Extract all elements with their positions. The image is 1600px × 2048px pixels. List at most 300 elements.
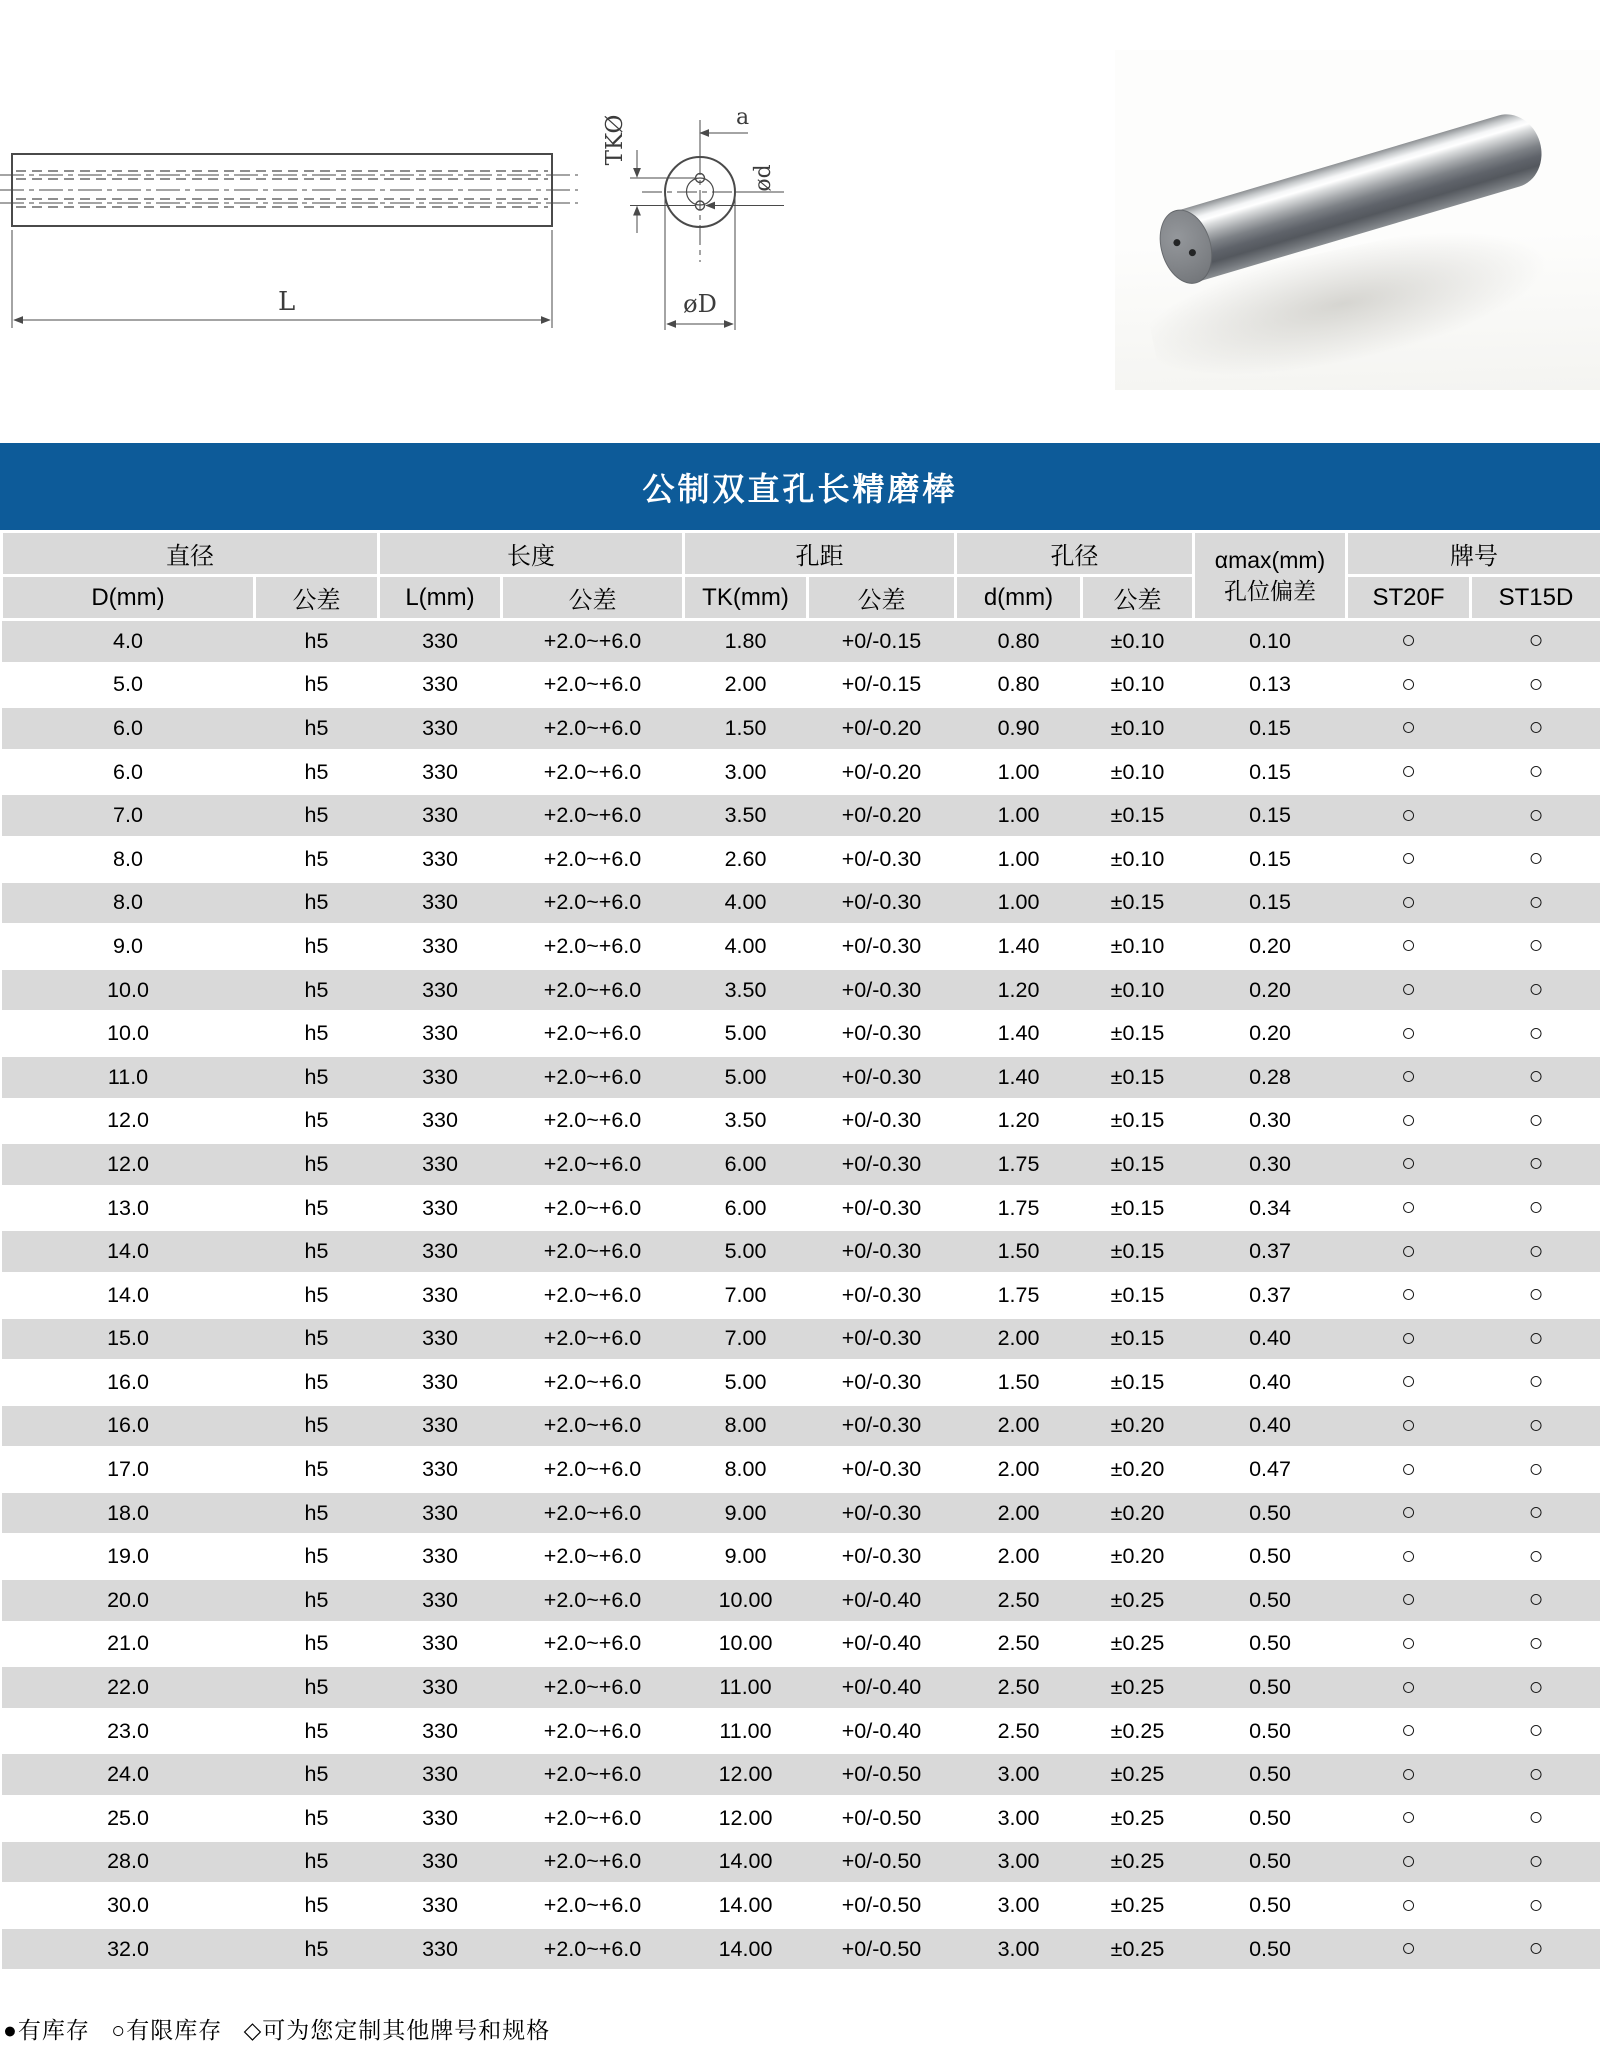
table-cell: 330 [379,1666,502,1710]
stock-cell [1347,663,1471,707]
table-cell: h5 [255,620,379,664]
table-cell: +2.0~+6.0 [502,1012,684,1056]
stock-cell [1347,1273,1471,1317]
table-cell: 0.47 [1194,1448,1347,1492]
table-cell: +2.0~+6.0 [502,1317,684,1361]
table-cell: h5 [255,750,379,794]
table-cell: +2.0~+6.0 [502,1753,684,1797]
table-row [2,1491,1600,1535]
limited-stock-circle-icon: ○ [1400,1236,1417,1265]
table-cell: 330 [379,663,502,707]
dimension-label-d: ød [751,164,776,192]
table-cell: 2.00 [684,663,808,707]
table-cell: 0.40 [1194,1317,1347,1361]
table-cell: ±0.25 [1082,1797,1194,1841]
stock-cell [1347,1491,1471,1535]
table-cell: 3.00 [956,1797,1082,1841]
table-cell: ±0.25 [1082,1927,1194,1969]
table-cell: ±0.25 [1082,1666,1194,1710]
limited-stock-circle-icon: ○ [1528,1280,1544,1309]
table-cell: +0/-0.30 [808,1448,956,1492]
limited-stock-circle-icon: ○ [1528,1105,1544,1134]
table-row [2,794,1600,838]
table-cell: +0/-0.40 [808,1666,956,1710]
table-cell: 6.0 [2,707,255,751]
table-row [2,837,1600,881]
table-cell: 330 [379,707,502,751]
column-header: 公差 [808,576,956,620]
stock-cell [1471,1579,1600,1623]
table-cell: 330 [379,1012,502,1056]
table-cell: ±0.15 [1082,1186,1194,1230]
table-cell: 330 [379,1361,502,1405]
table-cell: 5.0 [2,663,255,707]
limited-stock-circle-icon: ○ [1528,713,1544,742]
limited-stock-circle-icon: ○ [1528,1585,1544,1614]
table-cell: +0/-0.30 [808,1230,956,1274]
table-cell: 14.00 [684,1927,808,1969]
dimension-label-TK: TKØ [602,114,628,166]
table-cell: 10.0 [2,968,255,1012]
table-cell: 330 [379,750,502,794]
table-cell: +0/-0.50 [808,1927,956,1969]
table-row [2,1448,1600,1492]
table-cell: 10.00 [684,1622,808,1666]
table-cell: 1.00 [956,837,1082,881]
stock-cell [1347,1666,1471,1710]
table-cell: 330 [379,1797,502,1841]
column-group-header: 牌号 [1347,532,1600,576]
stock-cell [1347,1840,1471,1884]
limited-stock-circle-icon: ○ [1400,1454,1417,1483]
table-cell: ±0.20 [1082,1535,1194,1579]
table-row [2,1884,1600,1928]
table-cell: 1.75 [956,1273,1082,1317]
table-cell: h5 [255,1709,379,1753]
table-cell: +0/-0.30 [808,1012,956,1056]
table-cell: 9.00 [684,1491,808,1535]
table-cell: 0.50 [1194,1753,1347,1797]
table-cell: h5 [255,1622,379,1666]
table-cell: 0.15 [1194,837,1347,881]
table-cell: ±0.25 [1082,1622,1194,1666]
table-cell: 7.0 [2,794,255,838]
table-cell: 0.34 [1194,1186,1347,1230]
table-cell: 2.00 [956,1317,1082,1361]
table-cell: +2.0~+6.0 [502,1099,684,1143]
table-cell: h5 [255,1491,379,1535]
table-cell: +2.0~+6.0 [502,925,684,969]
table-cell: 8.00 [684,1404,808,1448]
table-row [2,1099,1600,1143]
table-cell: 0.40 [1194,1404,1347,1448]
stock-cell [1347,1884,1471,1928]
table-cell: h5 [255,1448,379,1492]
table-cell: 330 [379,1622,502,1666]
table-row [2,1230,1600,1274]
dimension-label-L: L [278,287,296,317]
table-cell: 0.28 [1194,1055,1347,1099]
stock-cell [1347,620,1471,664]
table-cell: 0.50 [1194,1709,1347,1753]
table-cell: 1.40 [956,1055,1082,1099]
table-cell: 25.0 [2,1797,255,1841]
table-cell: 15.0 [2,1317,255,1361]
table-cell: h5 [255,663,379,707]
table-cell: 3.00 [956,1884,1082,1928]
column-header: 公差 [1082,576,1194,620]
stock-cell [1347,968,1471,1012]
table-cell: +0/-0.30 [808,925,956,969]
table-cell: 22.0 [2,1666,255,1710]
table-cell: 330 [379,794,502,838]
limited-stock-circle-icon: ○ [1400,1672,1417,1701]
stock-cell [1347,1709,1471,1753]
table-cell: +0/-0.30 [808,1535,956,1579]
stock-cell [1471,707,1600,751]
table-row [2,1317,1600,1361]
table-row [2,968,1600,1012]
table-cell: +0/-0.40 [808,1709,956,1753]
table-cell: +2.0~+6.0 [502,1448,684,1492]
table-cell: ±0.15 [1082,1317,1194,1361]
limited-stock-circle-icon: ○ [1400,800,1417,829]
table-cell: h5 [255,968,379,1012]
table-cell: ±0.10 [1082,968,1194,1012]
table-cell: 330 [379,1186,502,1230]
limited-stock-circle-icon: ○ [1400,669,1417,698]
table-cell: ±0.15 [1082,881,1194,925]
table-cell: 2.00 [956,1491,1082,1535]
table-cell: 0.15 [1194,750,1347,794]
table-cell: 1.00 [956,881,1082,925]
table-cell: +2.0~+6.0 [502,707,684,751]
coolant-hole [1173,238,1182,247]
table-cell: ±0.10 [1082,925,1194,969]
table-cell: +0/-0.50 [808,1840,956,1884]
table-cell: +0/-0.30 [808,1099,956,1143]
table-cell: +0/-0.30 [808,1055,956,1099]
table-cell: h5 [255,881,379,925]
table-row [2,1579,1600,1623]
table-cell: 330 [379,620,502,664]
table-cell: 10.00 [684,1579,808,1623]
table-cell: 0.50 [1194,1491,1347,1535]
table-cell: 3.00 [956,1840,1082,1884]
column-header: d(mm) [956,576,1082,620]
table-cell: 1.40 [956,1012,1082,1056]
table-cell: 1.20 [956,968,1082,1012]
table-cell: 11.00 [684,1709,808,1753]
limited-stock-circle-icon: ○ [1400,1934,1417,1963]
table-cell: 14.0 [2,1273,255,1317]
table-cell: 2.60 [684,837,808,881]
stock-cell [1471,794,1600,838]
table-cell: 1.50 [956,1361,1082,1405]
table-cell: 330 [379,1055,502,1099]
spec-table-header [2,532,1600,620]
stock-cell [1471,1361,1600,1405]
table-cell: 1.75 [956,1186,1082,1230]
limited-stock-circle-icon: ○ [1528,1890,1544,1919]
table-cell: 5.00 [684,1055,808,1099]
table-row [2,750,1600,794]
table-cell: 6.00 [684,1143,808,1187]
table-cell: +0/-0.40 [808,1622,956,1666]
table-cell: h5 [255,1535,379,1579]
table-cell: 32.0 [2,1927,255,1969]
stock-cell [1471,1797,1600,1841]
stock-cell [1471,1753,1600,1797]
limited-stock-circle-icon: ○ [1400,887,1417,916]
limited-stock-circle-icon: ○ [1400,931,1417,960]
limited-stock-circle-icon: ○ [1400,844,1417,873]
table-cell: h5 [255,1230,379,1274]
table-cell: 0.50 [1194,1884,1347,1928]
stock-cell [1347,1186,1471,1230]
table-cell: +2.0~+6.0 [502,1535,684,1579]
stock-cell [1347,1448,1471,1492]
stock-cell [1347,1012,1471,1056]
limited-stock-circle-icon: ○ [1400,1367,1417,1396]
stock-cell [1347,1099,1471,1143]
table-cell: 4.00 [684,925,808,969]
table-cell: 19.0 [2,1535,255,1579]
table-cell: h5 [255,1317,379,1361]
limited-stock-circle-icon: ○ [1528,975,1544,1004]
table-cell: 17.0 [2,1448,255,1492]
table-row [2,663,1600,707]
table-cell: 1.50 [956,1230,1082,1274]
table-cell: +2.0~+6.0 [502,1884,684,1928]
stock-cell [1471,1012,1600,1056]
table-cell: +2.0~+6.0 [502,1491,684,1535]
stock-cell [1471,663,1600,707]
table-row [2,707,1600,751]
limited-stock-circle-icon: ○ [1528,1018,1544,1047]
table-cell: ±0.20 [1082,1404,1194,1448]
table-cell: 0.13 [1194,663,1347,707]
table-cell: 330 [379,881,502,925]
limited-stock-circle-icon: ○ [1528,1454,1544,1483]
table-cell: 2.50 [956,1622,1082,1666]
table-cell: h5 [255,1666,379,1710]
table-row [2,1622,1600,1666]
table-cell: ±0.10 [1082,620,1194,664]
table-cell: ±0.25 [1082,1709,1194,1753]
limited-stock-circle-icon: ○ [1528,757,1544,786]
table-cell: ±0.10 [1082,707,1194,751]
limited-stock-circle-icon: ○ [1400,1193,1417,1222]
table-cell: 2.50 [956,1666,1082,1710]
stock-cell [1347,1143,1471,1187]
limited-stock-circle-icon: ○ [1400,1890,1417,1919]
table-cell: 3.50 [684,968,808,1012]
table-cell: 330 [379,1927,502,1969]
limited-stock-circle-icon: ○ [1528,1193,1544,1222]
table-cell: +0/-0.15 [808,663,956,707]
limited-stock-circle-icon: ○ [1528,1541,1544,1570]
table-cell: 330 [379,1753,502,1797]
stock-cell [1471,1840,1600,1884]
stock-cell [1471,968,1600,1012]
table-cell: 1.20 [956,1099,1082,1143]
stock-cell [1347,925,1471,969]
table-cell: 0.20 [1194,968,1347,1012]
table-cell: 0.20 [1194,1012,1347,1056]
table-cell: 8.0 [2,881,255,925]
table-cell: 5.00 [684,1230,808,1274]
stock-cell [1347,1927,1471,1969]
table-cell: ±0.15 [1082,1273,1194,1317]
table-cell: 14.00 [684,1840,808,1884]
table-row [2,1361,1600,1405]
table-cell: 3.50 [684,794,808,838]
limited-stock-circle-icon: ○ [1528,1236,1544,1265]
table-cell: 2.50 [956,1709,1082,1753]
table-cell: 0.37 [1194,1230,1347,1274]
table-cell: 330 [379,1448,502,1492]
column-header: TK(mm) [684,576,808,620]
table-cell: 330 [379,1884,502,1928]
table-cell: 16.0 [2,1361,255,1405]
table-cell: ±0.25 [1082,1753,1194,1797]
column-group-header-line: 孔位偏差 [1224,577,1316,604]
table-cell: 330 [379,1535,502,1579]
table-cell: 5.00 [684,1012,808,1056]
table-cell: 0.15 [1194,881,1347,925]
table-cell: +2.0~+6.0 [502,1404,684,1448]
table-cell: ±0.10 [1082,750,1194,794]
table-cell: ±0.15 [1082,1055,1194,1099]
limited-stock-circle-icon: ○ [1400,1759,1417,1788]
stock-cell [1347,1797,1471,1841]
table-cell: 16.0 [2,1404,255,1448]
table-cell: 7.00 [684,1317,808,1361]
table-cell: +2.0~+6.0 [502,620,684,664]
column-group-header: 长度 [379,532,684,576]
table-cell: 0.50 [1194,1579,1347,1623]
table-cell: 18.0 [2,1491,255,1535]
limited-stock-circle-icon: ○ [1528,1628,1544,1657]
stock-cell [1347,1361,1471,1405]
stock-cell [1471,925,1600,969]
table-cell: 330 [379,1579,502,1623]
stock-legend [3,2012,564,2045]
table-cell: 4.00 [684,881,808,925]
table-cell: 330 [379,968,502,1012]
table-cell: h5 [255,1840,379,1884]
table-cell: 11.00 [684,1666,808,1710]
table-cell: +2.0~+6.0 [502,1797,684,1841]
limited-stock-circle-icon: ○ [1528,1803,1544,1832]
table-cell: 0.50 [1194,1927,1347,1969]
page-title: 公制双直孔长精磨棒 [642,470,958,507]
table-cell: 12.0 [2,1099,255,1143]
table-cell: 330 [379,837,502,881]
table-cell: 11.0 [2,1055,255,1099]
stock-cell [1471,1884,1600,1928]
stock-cell [1347,881,1471,925]
table-cell: h5 [255,1579,379,1623]
table-cell: 2.00 [956,1404,1082,1448]
table-cell: 1.00 [956,750,1082,794]
stock-cell [1471,1927,1600,1969]
table-cell: 330 [379,1404,502,1448]
table-cell: 8.0 [2,837,255,881]
table-cell: ±0.20 [1082,1491,1194,1535]
table-cell: 330 [379,1491,502,1535]
column-header: 公差 [502,576,684,620]
table-cell: h5 [255,1361,379,1405]
table-cell: 0.50 [1194,1622,1347,1666]
table-cell: +0/-0.30 [808,1361,956,1405]
table-cell: +0/-0.30 [808,1273,956,1317]
table-cell: +0/-0.30 [808,881,956,925]
table-cell: 330 [379,1840,502,1884]
limited-stock-circle-icon: ○ [1528,1410,1544,1439]
table-cell: h5 [255,1927,379,1969]
table-cell: 330 [379,925,502,969]
table-cell: 12.0 [2,1143,255,1187]
table-cell: h5 [255,794,379,838]
table-row [2,1927,1600,1969]
limited-stock-circle-icon: ○ [1528,1672,1544,1701]
table-cell: h5 [255,925,379,969]
table-cell: 0.30 [1194,1099,1347,1143]
table-cell: ±0.25 [1082,1579,1194,1623]
table-cell: 12.00 [684,1797,808,1841]
table-cell: +2.0~+6.0 [502,1361,684,1405]
table-cell: h5 [255,1884,379,1928]
table-cell: 5.00 [684,1361,808,1405]
table-cell: 6.00 [684,1186,808,1230]
limited-stock-circle-icon: ○ [1528,1498,1544,1527]
limited-stock-circle-icon: ○ [1528,669,1544,698]
table-cell: +2.0~+6.0 [502,1230,684,1274]
table-cell: 2.00 [956,1535,1082,1579]
table-cell: 3.00 [956,1753,1082,1797]
table-cell: ±0.15 [1082,1012,1194,1056]
table-cell: h5 [255,1273,379,1317]
column-header: L(mm) [379,576,502,620]
spec-table [0,530,1600,1969]
table-cell: +0/-0.50 [808,1797,956,1841]
table-cell: +2.0~+6.0 [502,1709,684,1753]
table-cell: 1.50 [684,707,808,751]
table-cell: ±0.15 [1082,1099,1194,1143]
table-title-bar [0,443,1600,530]
stock-cell [1347,1535,1471,1579]
header-group-row [2,532,1600,576]
stock-cell [1347,794,1471,838]
limited-stock-circle-icon: ○ [1528,800,1544,829]
limited-stock-circle-icon: ○ [1400,1149,1417,1178]
limited-stock-circle-icon: ○ [1400,1323,1417,1352]
table-cell: +2.0~+6.0 [502,881,684,925]
stock-cell [1471,1099,1600,1143]
table-cell: 3.00 [684,750,808,794]
table-cell: 6.0 [2,750,255,794]
technical-drawing [0,0,820,440]
limited-stock-circle-icon: ○ [1528,1323,1544,1352]
table-cell: h5 [255,707,379,751]
header-sub-row [2,576,1600,620]
limited-stock-circle-icon: ○ [1400,1410,1417,1439]
table-row [2,1012,1600,1056]
limited-stock-circle-icon: ○ [1400,1803,1417,1832]
table-cell: 12.00 [684,1753,808,1797]
